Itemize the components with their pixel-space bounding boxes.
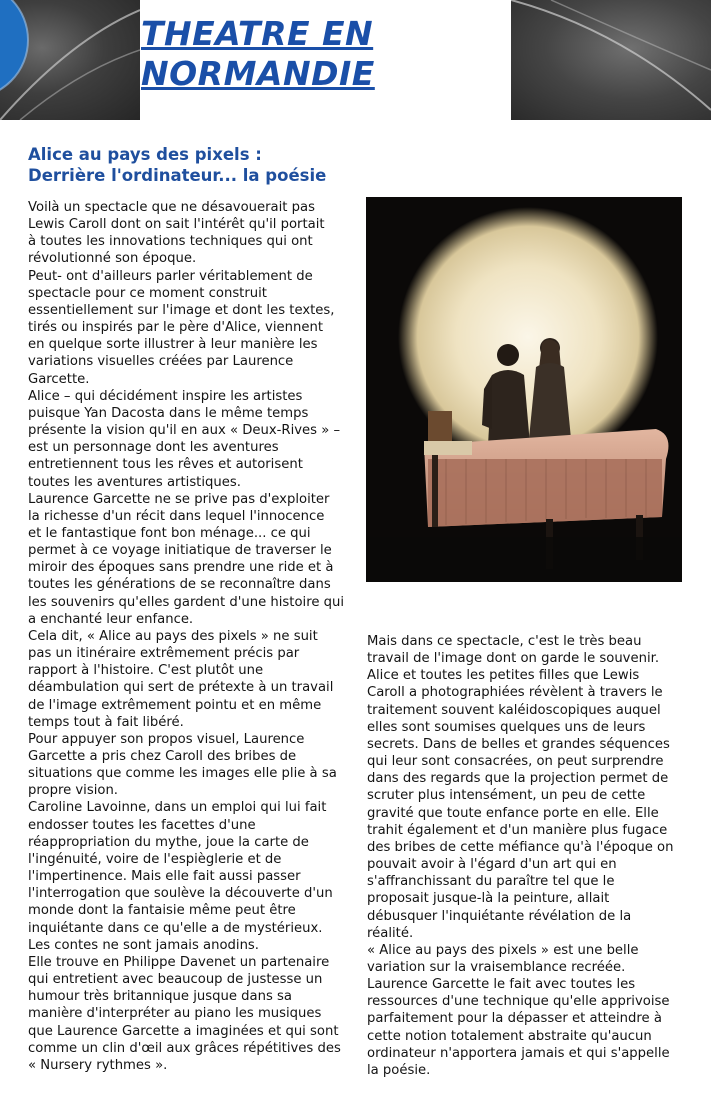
decorative-disc-graphic <box>0 0 140 120</box>
article-body-left-column: Voilà un spectacle que ne désavouerait pas Lewis Caroll dont on sait l'intérêt qu'il portait à toutes les innovations techniques qui ont révolutionné son époque. Peut- ont d'ailleurs parler véritablement de spectacle pour ce moment construit essentiellement sur l'image et dont les textes, tirés ou inspirés par le père d'Alice, viennent en quelque sorte illustrer à leur manière les variations visuelles créées par Laurence Garcette. Alice – qui décidément inspire les artistes puisque Yan Dacosta dans le même temps présente la vision qu'il en aux « Deux-Rives » – est un personnage dont les aventures entretiennent tous les rêves et autorisent toutes les aventures artistiques. Laurence Garcette ne se prive pas d'exploiter la richesse d'un récit dans lequel l'innocence et le fantastique font bon ménage... ce qui permet à ce voyage initiatique de traverser le miroir des époques sans prendre une ride et à toutes les générations de se reconnaître dans les souvenirs qu'elles gardent d'une histoire qui a enchanté leur enfance. Cela dit, « Alice au pays des pixels » ne suit pas un itinéraire extrêmement précis par rapport à l'histoire. C'est plutôt une déambulation qui sert de prétexte à un travail de l'image extrêmement pointu et en même temps tout à fait libéré. Pour appuyer son propos visuel, Laurence Garcette a pris chez Caroll des bribes de situations que comme les images elle plie à sa propre vision. Caroline Lavoinne, dans un emploi qui lui fait endosser toutes les facettes d'une réappropriation du mythe, joue la carte de l'ingénuité, voire de l'espièglerie et de l'impertinence. Mais elle fait aussi passer l'interrogation que soulève la découverte d'un monde dont la fantaisie même peut être inquiétante dans ce qu'elle a de mystérieux. Les contes ne sont jamais anodins. Elle trouve en Philippe Davenet un partenaire qui entretient avec beaucoup de justesse un humour très britannique jusque dans sa manière d'interpréter au piano les musiques que Laurence Garcette a imaginées et qui sont comme un clin d'œil aux grâces répétitives des « Nursery rythmes ». <box>28 200 345 1073</box>
site-title-line2: NORMANDIE <box>141 54 375 93</box>
decorative-swoosh-graphic <box>511 0 711 120</box>
headline-line2: Derrière l'ordinateur... la poésie <box>28 166 327 185</box>
site-title-link[interactable] <box>141 14 375 94</box>
site-title-line1: THEATRE EN <box>141 14 374 53</box>
article-body-right-column: Mais dans ce spectacle, c'est le très beau travail de l'image dont on garde le souvenir. Alice et toutes les petites filles que Lewis Caroll a photographiées révèlent à travers le traitement souvent kaléidoscopiques auquel elles sont soumises quelques uns de leurs secrets. Dans de belles et grandes séquences qui leur sont consacrées, on peut surprendre dans des regards que la projection permet de scruter plus intensément, un peu de cette gravité que toute enfance porte en elle. Elle trahit également et d'un manière plus fugace des bribes de cette méfiance qu'à l'époque on pouvait avoir à l'égard d'un art qui en s'affranchissant du paraître tel que le proposait jusque-là la peinture, allait débusquer l'inquiétante révélation de la réalité. « Alice au pays des pixels » est une belle variation sur la vraisemblance recréée. Laurence Garcette le fait avec toutes les ressources d'une technique qu'elle apprivoise parfaitement pour la dépasser et atteindre à cette notion totalement abstraite qu'aucun ordinateur n'apportera jamais et qui s'appelle la poésie. <box>367 634 674 1078</box>
article-headline <box>28 144 428 186</box>
header-banner-left <box>0 0 140 120</box>
header-banner-right <box>511 0 711 120</box>
stage-photo-image <box>366 197 682 582</box>
stage-photo <box>366 197 682 582</box>
headline-line1: Alice au pays des pixels : <box>28 145 262 164</box>
